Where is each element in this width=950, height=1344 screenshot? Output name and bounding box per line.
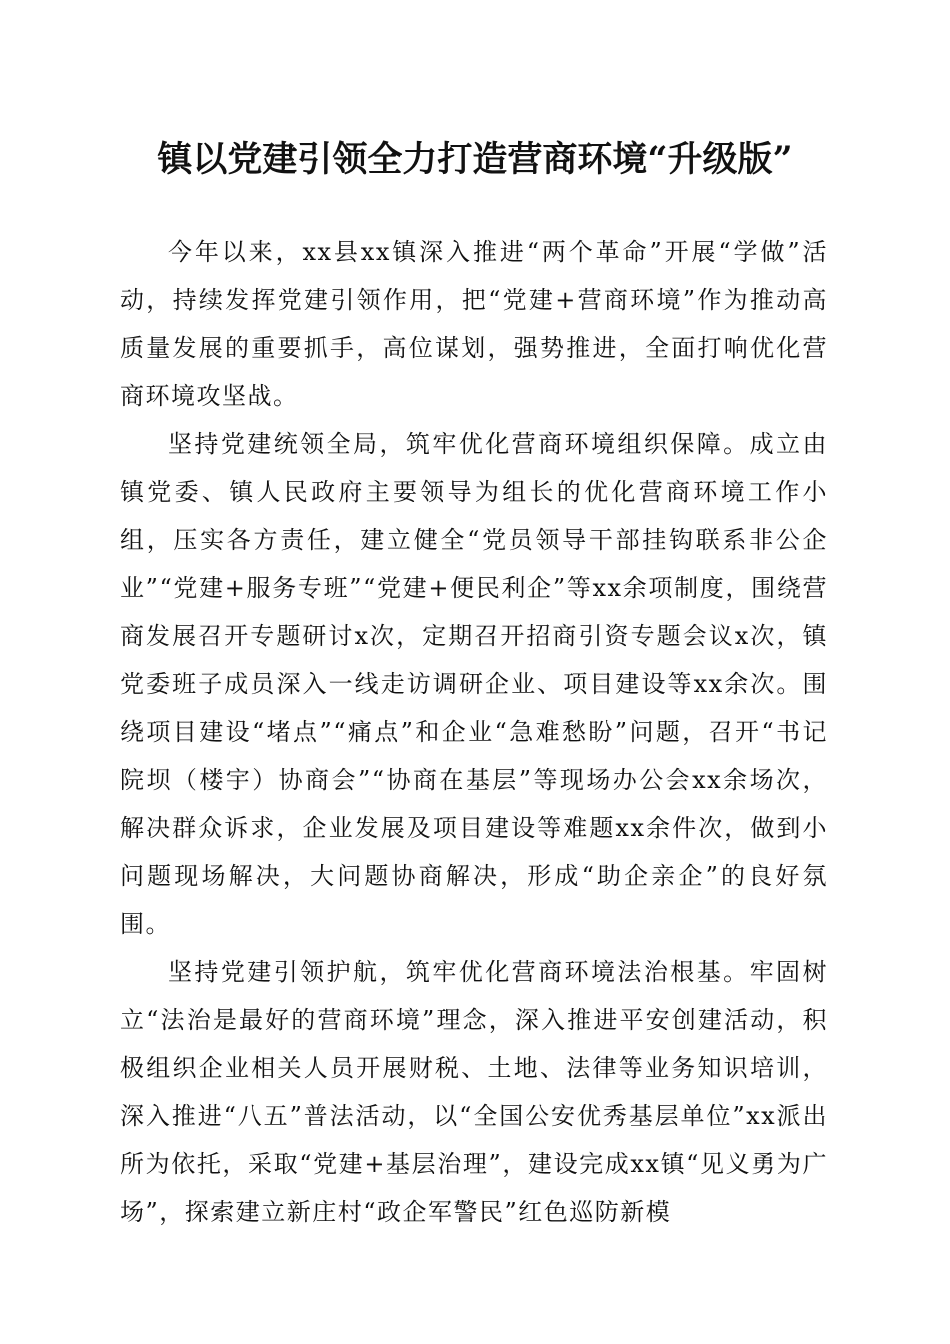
document-title: 镇以党建引领全力打造营商环境“升级版” bbox=[157, 139, 793, 180]
paragraph-organization: 坚持党建统领全局，筑牢优化营商环境组织保障。成立由镇党委、镇人民政府主要领导为组长的优化营商环境工作小组，压实各方责任，建立健全“党员领导干部挂钩联系非公企业”“党建+服务专班”“党建+便民利企”等xx余项制度，围绕营商发展召开专题研讨x次，定期召开招商引资专题会议x次，镇党委班子成员深入一线走访调研企业、项目建设等xx余次。围绕项目建设“堵点”“痛点”和企业“急难愁盼”问题，召开“书记院坝（楼宇）协商会”“协商在基层”等现场办公会xx余场次，解决群众诉求，企业发展及项目建设等难题xx余件次，做到小问题现场解决，大问题协商解决，形成“助企亲企”的良好氛围。 bbox=[120, 430, 828, 938]
document-body bbox=[120, 228, 828, 1236]
paragraph-intro: 今年以来，xx县xx镇深入推进“两个革命”开展“学做”活动，持续发挥党建引领作用，把“党建+营商环境”作为推动高质量发展的重要抓手，高位谋划，强势推进，全面打响优化营商环境攻坚战。 bbox=[120, 238, 828, 410]
paragraph-rule-of-law: 坚持党建引领护航，筑牢优化营商环境法治根基。牢固树立“法治是最好的营商环境”理念，深入推进平安创建活动，积极组织企业相关人员开展财税、土地、法律等业务知识培训，深入推进“八五”普法活动，以“全国公安优秀基层单位”xx派出所为依托，采取“党建+基层治理”，建设完成xx镇“见义勇为广场”，探索建立新庄村“政企军警民”红色巡防新模 bbox=[120, 958, 828, 1226]
